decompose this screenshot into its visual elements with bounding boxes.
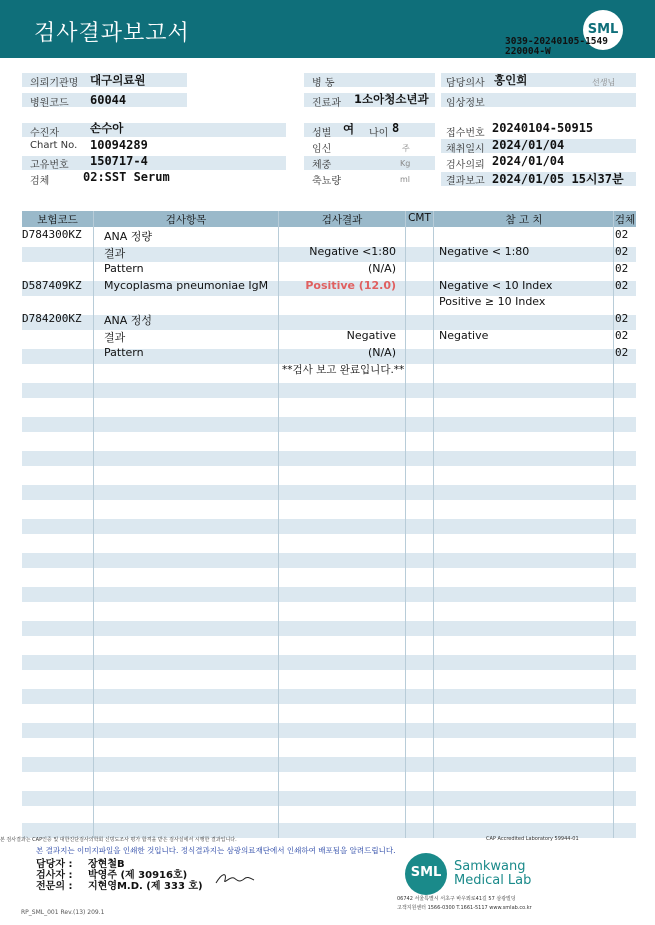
column-divider xyxy=(405,211,406,838)
row-spec: 02 xyxy=(615,312,629,325)
specimen-value: 02:SST Serum xyxy=(83,170,170,184)
th-spec: 검체 xyxy=(614,214,636,226)
row-spec: 02 xyxy=(615,245,629,258)
footer-logo-text: SML xyxy=(410,865,442,880)
dept-label: 진료과 xyxy=(312,98,341,109)
report-complete-note: **검사 보고 완료입니다.** xyxy=(282,364,405,376)
row-code: D784200KZ xyxy=(22,312,82,325)
urine-unit: ml xyxy=(400,175,411,184)
row-item: Pattern xyxy=(104,346,144,359)
row-ref: Negative < 1:80 xyxy=(439,245,530,258)
examiner-value: 박영주 (제 30916호) xyxy=(88,870,188,881)
row-item: 결과 xyxy=(104,247,126,260)
th-code: 보험코드 xyxy=(37,214,78,226)
report-code-line2: 220004-W xyxy=(505,46,551,57)
logo-text: SML xyxy=(587,22,619,37)
ward-label: 병 동 xyxy=(312,78,335,89)
report-date-label: 결과보고 xyxy=(446,176,485,187)
signature-icon xyxy=(214,870,256,886)
age-label: 나이 xyxy=(369,128,389,139)
row-spec: 02 xyxy=(615,228,629,241)
specimen-label: 검체 xyxy=(30,176,50,187)
row-ref: Positive ≥ 10 Index xyxy=(439,295,546,308)
company-name-line2: Medical Lab xyxy=(454,873,532,888)
row-result-positive: Positive (12.0) xyxy=(305,279,396,292)
row-band xyxy=(22,485,636,500)
row-item: Mycoplasma pneumoniae IgM xyxy=(104,279,269,292)
print-notice: 본 결과지는 이미지파일을 인쇄한 것입니다. 정식결과지는 삼광의료재단에서 인쇄하여 배포됨을 알려드립니다. xyxy=(36,846,396,855)
row-band xyxy=(22,519,636,534)
row-band xyxy=(22,655,636,670)
th-cmt: CMT xyxy=(408,212,431,224)
row-code: D784300KZ xyxy=(22,228,82,241)
row-code: D587409KZ xyxy=(22,279,82,292)
row-band xyxy=(22,587,636,602)
reporter-label: 담당자 : xyxy=(36,859,73,870)
request-label: 검사의뢰 xyxy=(446,160,485,171)
row-band xyxy=(22,791,636,806)
unique-value: 150717-4 xyxy=(90,154,148,168)
row-band xyxy=(22,689,636,704)
specialist-label: 전문의 : xyxy=(36,881,73,892)
row-band xyxy=(22,757,636,772)
row-result: (N/A) xyxy=(367,346,396,359)
cap-notice: 본 검사결과는 CAP인증 및 대한진단검사의학회 신빙도조사 평가 합격을 받은 검사실에서 시행한 결과입니다. xyxy=(0,837,237,843)
company-address: 06742 서울특별시 서초구 바우뫼로41길 57 삼광빌딩 xyxy=(397,896,516,902)
chart-label: Chart No. xyxy=(30,140,78,151)
th-item: 검사항목 xyxy=(165,214,207,226)
doctor-suffix: 선생님 xyxy=(592,78,616,87)
request-value: 2024/01/04 xyxy=(492,154,565,168)
column-divider xyxy=(93,211,94,838)
row-result: Negative xyxy=(346,329,396,342)
column-divider xyxy=(613,211,614,838)
doctor-label: 담당의사 xyxy=(446,78,485,89)
company-contact: 고객지원센터 1566-0300 T.1661-5117 www.smlab.co.kr xyxy=(397,905,532,911)
doctor-value: 홍인희 xyxy=(494,73,528,87)
receipt-value: 20240104-50915 xyxy=(492,121,594,135)
row-item: Pattern xyxy=(104,262,144,275)
hospital-code-value: 60044 xyxy=(90,93,127,107)
company-name xyxy=(454,860,531,888)
row-band xyxy=(22,553,636,568)
cap-accreditation: CAP Accredited Laboratory 59944-01 xyxy=(486,836,579,842)
age-value: 8 xyxy=(392,121,400,135)
row-band xyxy=(22,417,636,432)
institution-label: 의뢰기관명 xyxy=(30,78,79,89)
clinical-label: 임상정보 xyxy=(446,98,485,109)
report-title: 검사결과보고서 xyxy=(34,21,190,46)
row-item: ANA 정성 xyxy=(104,314,153,327)
institution-value: 대구의료원 xyxy=(90,73,146,87)
sml-footer-logo-icon xyxy=(405,853,447,895)
weight-label: 체중 xyxy=(312,160,332,171)
hospital-code-label: 병원코드 xyxy=(30,98,69,109)
th-result: 검사결과 xyxy=(321,214,363,226)
row-band xyxy=(22,723,636,738)
receipt-label: 접수번호 xyxy=(446,128,485,139)
column-divider xyxy=(433,211,434,838)
weight-unit: Kg xyxy=(400,159,411,168)
report-code-line1: 3039-20240105-1549 xyxy=(505,36,608,47)
report-code xyxy=(505,37,608,57)
pregnancy-unit: 주 xyxy=(402,144,410,153)
examiner-label: 검사자 : xyxy=(36,870,73,881)
row-item: ANA 정량 xyxy=(104,230,153,243)
row-ref: Negative < 10 Index xyxy=(439,279,553,292)
row-spec: 02 xyxy=(615,279,629,292)
row-spec: 02 xyxy=(615,346,629,359)
unique-label: 고유번호 xyxy=(30,160,69,171)
row-spec: 02 xyxy=(615,262,629,275)
specialist-value: 지현영M.D. (제 333 호) xyxy=(88,881,203,892)
patient-value: 손수아 xyxy=(90,121,124,135)
th-ref: 참 고 치 xyxy=(505,214,543,226)
report-date-value: 2024/01/05 15시37분 xyxy=(492,172,624,186)
sex-value: 여 xyxy=(343,122,355,136)
sex-label: 성별 xyxy=(312,128,332,139)
reporter-value: 장현철B xyxy=(88,859,125,870)
form-version: RP_SML_001 Rev.(13) 209.1 xyxy=(21,909,105,916)
row-band xyxy=(22,383,636,398)
info-band xyxy=(22,123,286,137)
row-band xyxy=(22,621,636,636)
row-band xyxy=(22,451,636,466)
company-name-line1: Samkwang xyxy=(454,859,526,874)
row-ref: Negative xyxy=(439,329,489,342)
urine-label: 축뇨량 xyxy=(312,176,341,187)
collect-label: 채취일시 xyxy=(446,144,485,155)
column-divider xyxy=(278,211,279,838)
row-result: (N/A) xyxy=(367,262,396,275)
chart-value: 10094289 xyxy=(90,138,148,152)
collect-value: 2024/01/04 xyxy=(492,138,565,152)
row-spec: 02 xyxy=(615,329,629,342)
dept-value: 1소아청소년과 xyxy=(354,92,429,106)
pregnancy-label: 임신 xyxy=(312,144,332,155)
patient-label: 수진자 xyxy=(30,128,59,139)
row-result: Negative <1:80 xyxy=(309,245,396,258)
row-item: 결과 xyxy=(104,331,126,344)
